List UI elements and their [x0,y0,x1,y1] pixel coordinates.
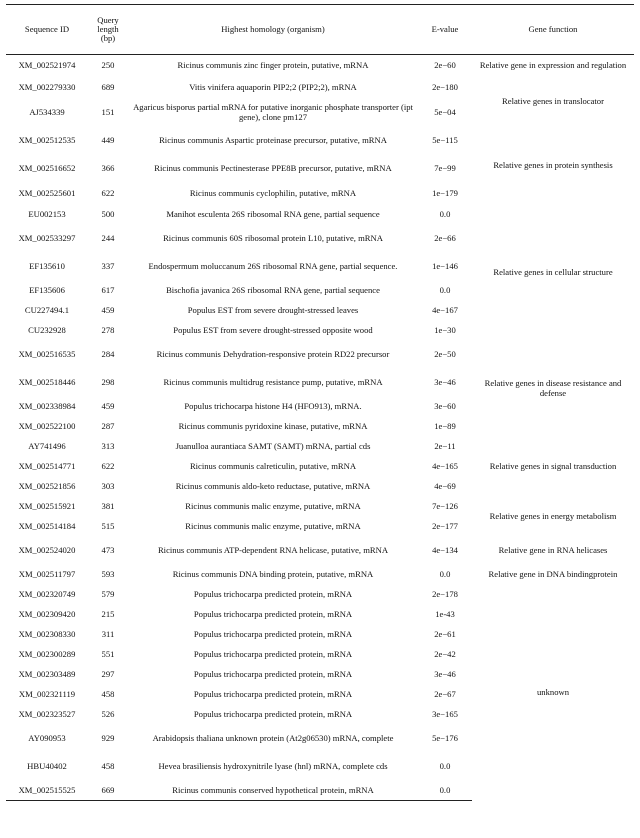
homology-cell: Endospermum moluccanum 26S ribosomal RNA gene, partial sequence. [148,260,398,271]
query-length-cell: 526 [101,708,115,719]
sequence-id-cell: XM_002524020 [18,544,76,555]
query-length-cell: 669 [88,781,128,801]
homology-cell: Ricinus communis 60S ribosomal protein L10, putative, mRNA [163,232,383,243]
homology-cell: Ricinus communis malic enzyme, putative, mRNA [185,520,361,531]
gene-homology-table [6,4,634,801]
e-value-cell: 2e−61 [434,628,456,639]
query-length-cell: 303 [101,480,115,491]
homology-cell: Hevea brasiliensis hydroxynitrile lyase (hnl) mRNA, complete cds [158,760,388,771]
query-length-cell: 617 [101,284,115,295]
e-value-cell: 2e−50 [434,348,456,359]
sequence-id-cell: XM_002525601 [18,187,76,198]
query-length-cell: 929 [101,732,115,743]
homology-cell: Populus trichocarpa predicted protein, mRNA [193,588,353,599]
query-length-cell: 297 [101,668,115,679]
gene-function-cell: Relative gene in RNA helicases [498,544,608,555]
sequence-id-cell: XM_002516535 [18,348,76,359]
e-value-cell: 2e−60 [434,60,456,71]
e-value-cell: 2e−178 [432,588,458,599]
query-length-cell: 458 [101,688,115,699]
header-query-length: Query length (bp) [88,5,128,55]
homology-cell: Populus trichocarpa predicted protein, mRNA [193,688,353,699]
query-length-cell: 689 [101,81,115,92]
query-length-cell: 473 [101,544,115,555]
e-value-cell: 2e−177 [432,520,458,531]
e-value-cell: 1e−146 [432,260,458,271]
query-length-cell: 515 [101,520,115,531]
query-length-cell: 151 [101,106,115,117]
query-length-cell: 593 [101,568,115,579]
homology-cell: Manihot esculenta 26S ribosomal RNA gene, partial sequence [166,208,380,219]
query-length-cell: 381 [101,500,115,511]
query-length-cell: 287 [101,420,115,431]
query-length-cell: 298 [101,376,115,387]
e-value-cell: 0.0 [439,760,451,771]
sequence-id-cell: XM_002321119 [18,688,76,699]
query-length-cell: 244 [101,232,115,243]
e-value-cell: 2e−11 [434,440,456,451]
query-length-cell: 458 [101,760,115,771]
query-length-cell: 250 [101,60,115,71]
sequence-id-cell: XM_002521974 [18,60,76,71]
query-length-cell: 311 [101,628,115,639]
query-length-cell: 459 [101,304,115,315]
table-row [6,205,634,225]
sequence-id-cell: AJ534339 [29,106,65,117]
e-value-cell: 2e−66 [434,232,456,243]
query-length-cell: 366 [101,162,115,173]
e-value-cell: 1e-43 [435,608,455,619]
e-value-cell: 5e−176 [432,732,458,743]
e-value-cell: 2e−42 [434,648,456,659]
sequence-id-cell: XM_002514184 [18,520,76,531]
homology-cell: Ricinus communis Pectinesterase PPE8B precursor, putative, mRNA [154,162,392,173]
query-length-cell: 215 [101,608,115,619]
homology-cell: Populus trichocarpa predicted protein, mRNA [193,648,353,659]
e-value-cell: 0.0 [418,781,472,801]
homology-cell: Vitis vinifera aquaporin PIP2;2 (PIP2;2), mRNA [189,81,357,92]
sequence-id-cell: XM_002323527 [18,708,76,719]
e-value-cell: 1e−30 [434,324,456,335]
homology-cell: Ricinus communis conserved hypothetical protein, mRNA [128,781,418,801]
e-value-cell: 2e−67 [434,688,456,699]
query-length-cell: 622 [101,187,115,198]
query-length-cell: 459 [101,400,115,411]
sequence-id-cell: CU227494.1 [24,304,70,315]
sequence-id-cell: XM_002320749 [18,588,76,599]
header-row [6,5,634,55]
homology-cell: Populus trichocarpa predicted protein, mRNA [193,668,353,679]
e-value-cell: 1e−89 [434,420,456,431]
e-value-cell: 2e−180 [432,81,458,92]
homology-cell: Agaricus bisporus partial mRNA for putative inorganic phosphate transporter (ipt gene), clone pm127 [133,102,413,122]
table-row [6,77,634,99]
table-row [6,497,634,517]
gene-function-cell: unknown [537,686,569,697]
query-length-cell: 278 [101,324,115,335]
query-length-cell: 337 [101,260,115,271]
table-row [6,565,634,585]
sequence-id-cell: XM_002522100 [18,420,76,431]
sequence-id-cell: XM_002511797 [18,568,76,579]
e-value-cell: 1e−179 [432,187,458,198]
homology-cell: Ricinus communis calreticulin, putative, mRNA [189,460,357,471]
table-row [6,585,634,605]
sequence-id-cell: EU002153 [28,208,66,219]
sequence-id-cell: XM_002515525 [6,781,88,801]
sequence-id-cell: XM_002518446 [18,376,76,387]
e-value-cell: 0.0 [439,208,451,219]
query-length-cell: 313 [101,440,115,451]
gene-function-cell: Relative genes in disease resistance and defense [484,378,622,398]
sequence-id-cell: AY741496 [28,440,66,451]
homology-cell: Ricinus communis zinc finger protein, putative, mRNA [177,60,369,71]
homology-cell: Ricinus communis pyridoxine kinase, putative, mRNA [178,420,368,431]
sequence-id-cell: XM_002514771 [18,460,76,471]
e-value-cell: 4e−69 [434,480,456,491]
e-value-cell: 4e−134 [432,544,458,555]
homology-cell: Ricinus communis malic enzyme, putative, mRNA [185,500,361,511]
e-value-cell: 3e−165 [432,708,458,719]
table-row [6,341,634,369]
e-value-cell: 3e−46 [434,376,456,387]
gene-function-cell: Relative gene in expression and regulation [479,60,627,71]
e-value-cell: 3e−60 [434,400,456,411]
e-value-cell: 3e−46 [434,668,456,679]
homology-cell: Populus trichocarpa predicted protein, mRNA [193,608,353,619]
sequence-id-cell: XM_002309420 [18,608,76,619]
homology-cell: Populus trichocarpa predicted protein, mRNA [193,708,353,719]
sequence-id-cell: AY090953 [28,732,66,743]
homology-cell: Ricinus communis multidrug resistance pump, putative, mRNA [163,376,383,387]
gene-function-cell: Relative gene in DNA bindingprotein [488,568,618,579]
sequence-id-cell: XM_002308330 [18,628,76,639]
homology-cell: Ricinus communis Dehydration-responsive protein RD22 precursor [156,348,390,359]
sequence-id-cell: CU232928 [28,324,66,335]
homology-cell: Populus trichocarpa predicted protein, mRNA [193,628,353,639]
homology-cell: Juanulloa aurantiaca SAMT (SAMT) mRNA, partial cds [175,440,371,451]
query-length-cell: 579 [101,588,115,599]
homology-cell: Populus trichocarpa histone H4 (HFO913), mRNA. [184,400,362,411]
header-gene-function: Gene function [472,5,634,55]
table-row [6,55,634,77]
table-row [6,537,634,565]
sequence-id-cell: XM_002515921 [18,500,76,511]
e-value-cell: 0.0 [439,568,451,579]
gene-function-cell: Relative genes in translocator [502,95,604,106]
sequence-id-cell: HBU40402 [27,760,67,771]
sequence-id-cell: XM_002338984 [18,400,76,411]
query-length-cell: 449 [101,134,115,145]
e-value-cell: 7e−126 [432,500,458,511]
sequence-id-cell: XM_002512535 [18,134,76,145]
gene-function-cell: Relative genes in protein synthesis [493,159,613,170]
sequence-id-cell: EF135610 [29,260,65,271]
header-e-value: E-value [418,5,472,55]
table-body [6,55,634,801]
sequence-id-cell: EF135606 [29,284,65,295]
gene-function-cell: Relative genes in energy metabolism [489,510,617,521]
sequence-id-cell: XM_002521856 [18,480,76,491]
header-sequence-id: Sequence ID [6,5,88,55]
gene-function-cell: Relative genes in signal transduction [489,460,617,471]
query-length-cell: 500 [101,208,115,219]
e-value-cell: 5e−04 [434,106,456,117]
e-value-cell: 5e−115 [432,134,458,145]
query-length-cell: 551 [101,648,115,659]
e-value-cell: 4e−165 [432,460,458,471]
sequence-id-cell: XM_002303489 [18,668,76,679]
homology-cell: Ricinus communis ATP-dependent RNA helicase, putative, mRNA [157,544,389,555]
sequence-id-cell: XM_002279330 [18,81,76,92]
e-value-cell: 0.0 [439,284,451,295]
table-row [6,127,634,155]
homology-cell: Ricinus communis Aspartic proteinase precursor, putative, mRNA [159,134,387,145]
query-length-cell: 284 [101,348,115,359]
homology-cell: Populus EST from severe drought-stressed leaves [187,304,359,315]
e-value-cell: 7e−99 [434,162,456,173]
homology-cell: Ricinus communis aldo-keto reductase, putative, mRNA [175,480,371,491]
sequence-id-cell: XM_002533297 [18,232,76,243]
gene-function-cell: Relative genes in cellular structure [493,266,613,277]
homology-cell: Arabidopsis thaliana unknown protein (At2g06530) mRNA, complete [152,732,394,743]
sequence-id-cell: XM_002300289 [18,648,76,659]
sequence-id-cell: XM_002516652 [18,162,76,173]
query-length-cell: 622 [101,460,115,471]
e-value-cell: 4e−167 [432,304,458,315]
homology-cell: Bischofia javanica 26S ribosomal RNA gene, partial sequence [166,284,380,295]
homology-cell: Ricinus communis DNA binding protein, putative, mRNA [172,568,374,579]
table-row [6,437,634,457]
homology-cell: Populus EST from severe drought-stressed opposite wood [173,324,373,335]
header-highest-homology: Highest homology (organism) [128,5,418,55]
homology-cell: Ricinus communis cyclophilin, putative, mRNA [189,187,357,198]
